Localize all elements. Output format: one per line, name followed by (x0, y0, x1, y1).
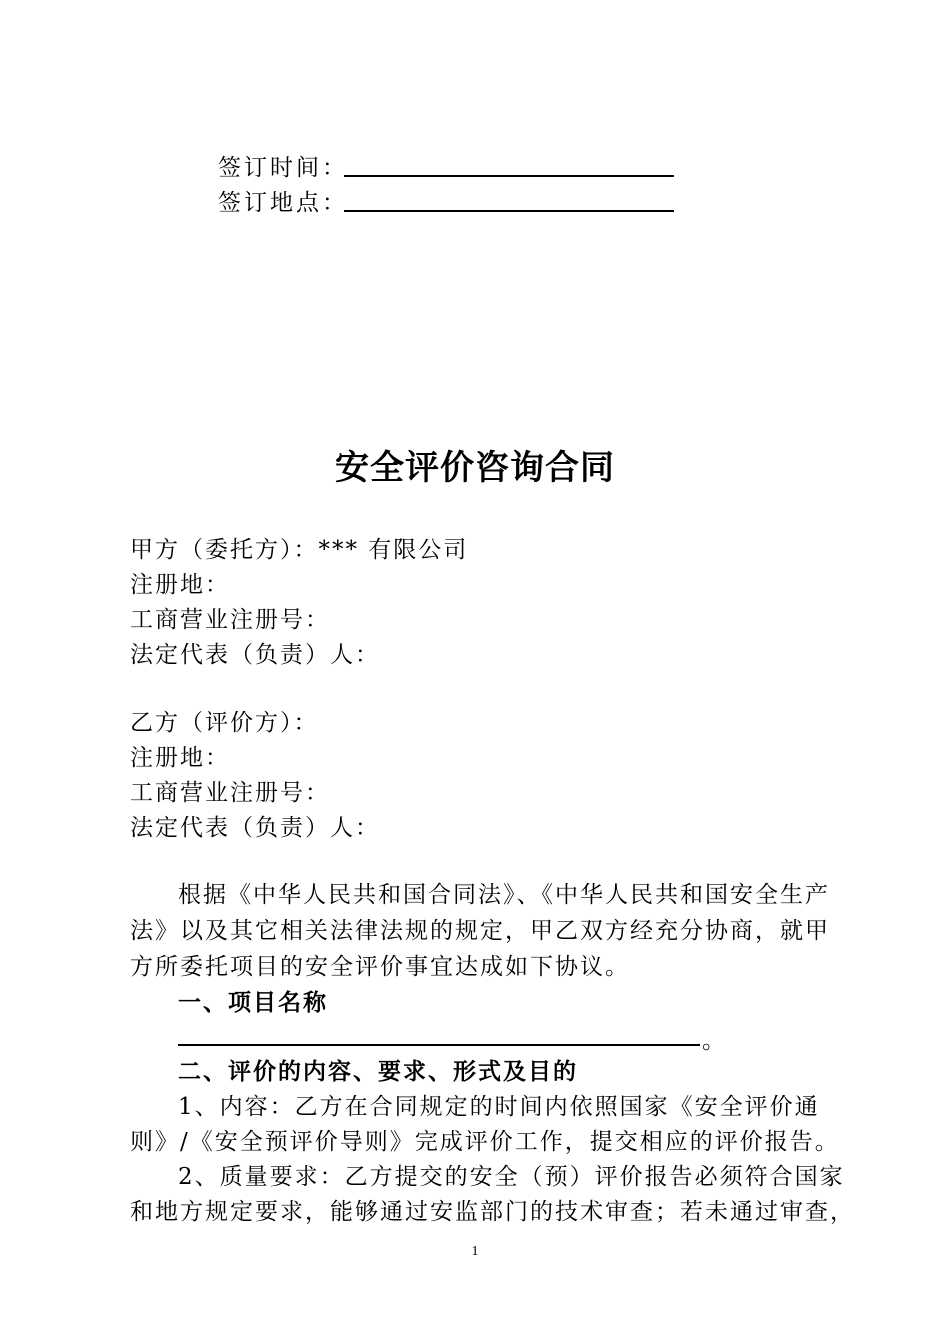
party-b-legal-rep: 法定代表（负责）人： (130, 815, 380, 841)
signing-time-row (218, 153, 348, 183)
section-2-item-1-line-2: 则》/《安全预评价导则》完成评价工作，提交相应的评价报告。 (130, 1129, 840, 1155)
party-a-address: 注册地： (130, 572, 230, 598)
section-2-item-1-line-1: 1、内容：乙方在合同规定的时间内依照国家《安全评价通 (178, 1094, 820, 1120)
section-2-item-2-line-2: 和地方规定要求，能够通过安监部门的技术审查；若未通过审查， (130, 1199, 855, 1225)
project-name-blank (178, 1044, 700, 1046)
section-1-heading: 一、项目名称 (178, 990, 328, 1016)
preamble-line-2: 法》以及其它相关法律法规的规定，甲乙双方经充分协商，就甲 (130, 918, 830, 944)
project-name-period: 。 (702, 1028, 725, 1054)
preamble-line-3: 方所委托项目的安全评价事宜达成如下协议。 (130, 954, 630, 980)
party-a-reg-no: 工商营业注册号： (130, 607, 330, 633)
section-2-heading: 二、评价的内容、要求、形式及目的 (178, 1059, 578, 1085)
party-a-name: 甲方（委托方）：*** 有限公司 (130, 537, 469, 563)
preamble-line-1: 根据《中华人民共和国合同法》、《中华人民共和国安全生产 (178, 882, 830, 908)
signing-time-label: 签订时间： (218, 155, 348, 181)
party-b-reg-no: 工商营业注册号： (130, 780, 330, 806)
signing-time-blank (344, 175, 674, 177)
signing-place-row (218, 188, 348, 218)
signing-place-label: 签订地点： (218, 190, 348, 216)
signing-place-blank (344, 210, 674, 212)
document-title: 安全评价咨询合同 (335, 448, 615, 488)
page-number: 1 (471, 1244, 479, 1259)
party-a-legal-rep: 法定代表（负责）人： (130, 642, 380, 668)
party-b-name: 乙方（评价方）： (130, 710, 319, 736)
section-2-item-2-line-1: 2、质量要求：乙方提交的安全（预）评价报告必须符合国家 (178, 1164, 845, 1190)
party-b-address: 注册地： (130, 745, 230, 771)
